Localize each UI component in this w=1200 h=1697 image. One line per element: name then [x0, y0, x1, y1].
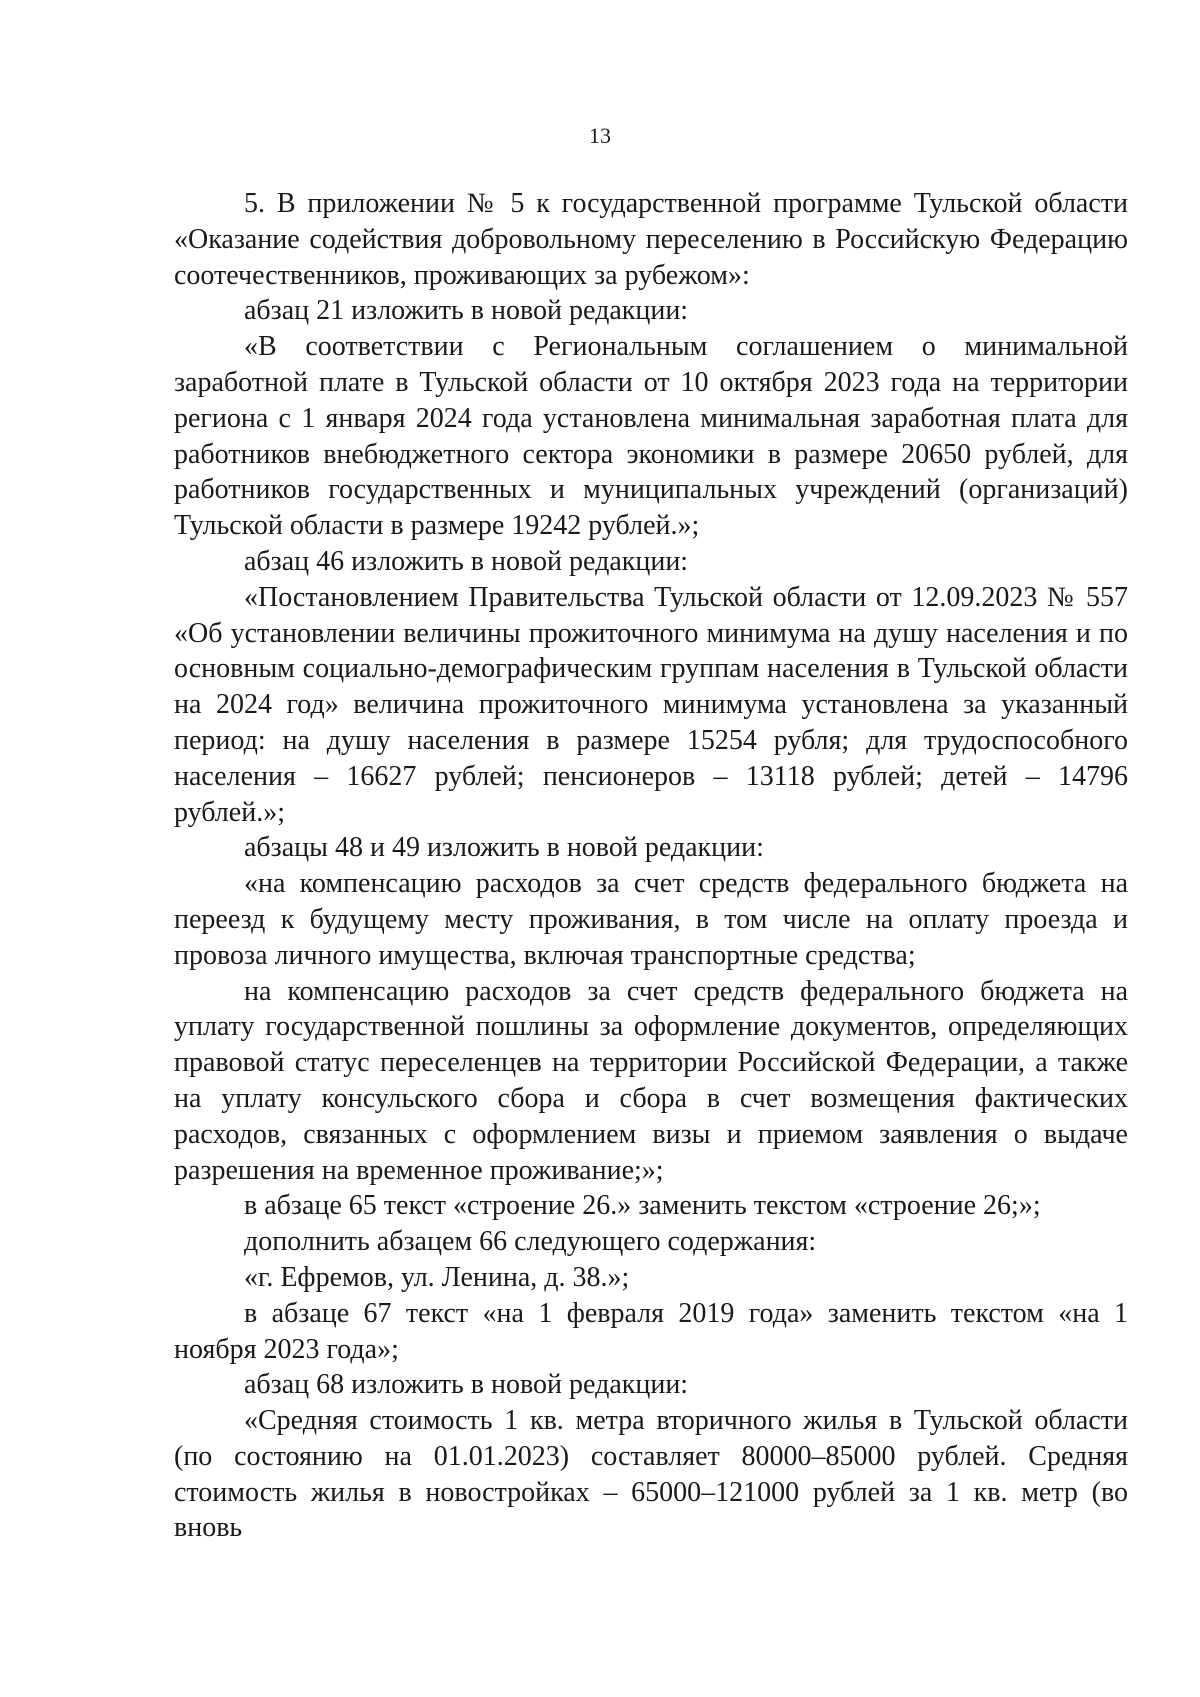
paragraph-abzac-46-text: «Постановлением Правительства Тульской области от 12.09.2023 № 557 «Об установлении величины прожиточного минимума на душу населения и по основным социально-демографическим группам населения в Тульской области на 2024 год» величина прожиточного минимума установлена за указанный период: на душу населения в размере 15254 рубля; для трудоспособного населения – 16627 рублей; пенсионеров – 13118 рублей; детей – 14796 рублей.»; [174, 581, 1128, 828]
paragraph-abzac-68-instruction: абзац 68 изложить в новой редакции: [244, 1369, 689, 1401]
paragraph-abzac-49-text: на компенсацию расходов за счет средств федерального бюджета на уплату государственной пошлины за оформление документов, определяющих правовой статус переселенцев на территории Российской Федерации, а также на уплату консульского сбора и сбора в счет возмещения фактических расходов, связанных с оформлением визы и приемом заявления о выдаче разрешения на временное проживание;»; [174, 975, 1128, 1186]
document-body [174, 186, 1128, 1546]
paragraph-abzac-66-text: «г. Ефремов, ул. Ленина, д. 38.»; [244, 1261, 630, 1293]
paragraph-abzac-48-49-instruction: абзацы 48 и 49 изложить в новой редакции: [244, 832, 764, 864]
paragraph-abzac-65-change: в абзаце 65 текст «строение 26.» заменить текстом «строение 26;»; [244, 1190, 1041, 1222]
paragraph-abzac-46-instruction: абзац 46 изложить в новой редакции: [244, 545, 689, 577]
paragraph-abzac-66-instruction: дополнить абзацем 66 следующего содержания: [244, 1226, 817, 1258]
paragraph-abzac-21-text: «В соответствии с Региональным соглашением о минимальной заработной плате в Тульской области от 10 октября 2023 года на территории региона с 1 января 2024 года установлена минимальная заработная плата для работников внебюджетного сектора экономики в размере 20650 рублей, для работников государственных и муниципальных учреждений (организаций) Тульской области в размере 19242 рублей.»; [174, 331, 1128, 542]
paragraph-item-5-intro: 5. В приложении № 5 к государственной программе Тульской области «Оказание содействия добровольному переселению в Российскую Федерацию соотечественников, проживающих за рубежом»: [174, 188, 1128, 291]
paragraph-abzac-48-text: «на компенсацию расходов за счет средств федерального бюджета на переезд к будущему месту проживания, в том числе на оплату проезда и провоза личного имущества, включая транспортные средства; [174, 868, 1128, 971]
paragraph-abzac-68-text: «Средняя стоимость 1 кв. метра вторичного жилья в Тульской области (по состоянию на 01.01.2023) составляет 80000–85000 рублей. Средняя стоимость жилья в новостройках – 65000–121000 рублей за 1 кв. метр (во вновь [174, 1405, 1128, 1544]
paragraph-abzac-21-instruction: абзац 21 изложить в новой редакции: [244, 295, 689, 327]
page-number: 13 [589, 123, 611, 148]
paragraph-abzac-67-change: в абзаце 67 текст «на 1 февраля 2019 года» заменить текстом «на 1 ноября 2023 года»; [174, 1297, 1128, 1365]
